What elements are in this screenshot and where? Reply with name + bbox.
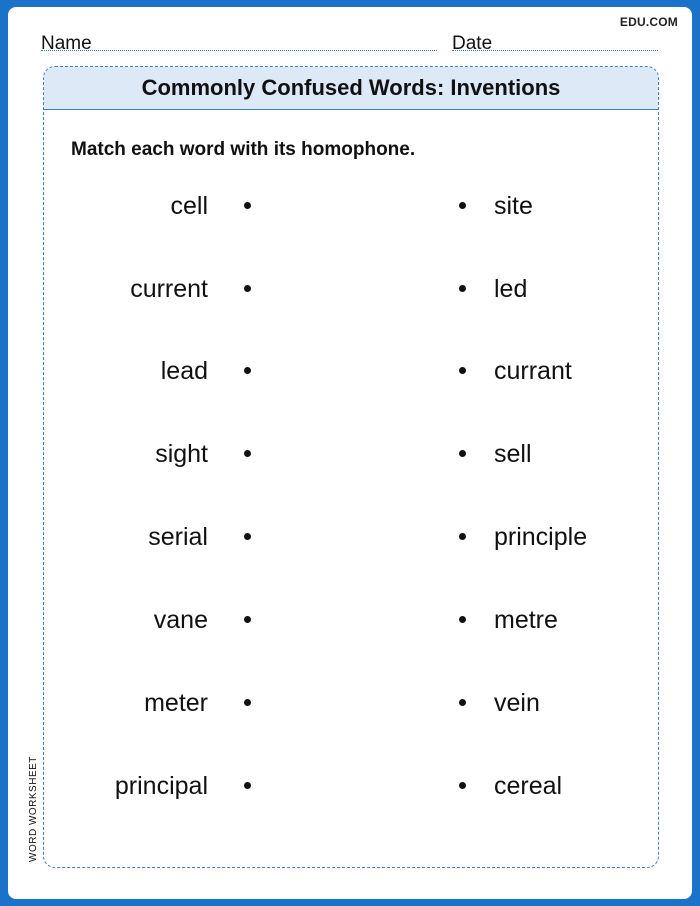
right-word: principle <box>494 523 588 551</box>
match-row <box>44 434 658 474</box>
left-word: lead <box>160 357 208 385</box>
right-word: led <box>494 275 528 303</box>
right-dot[interactable] <box>459 450 466 457</box>
left-word: serial <box>148 523 208 551</box>
left-dot[interactable] <box>244 285 251 292</box>
name-line[interactable] <box>41 50 437 51</box>
right-word: sell <box>494 440 532 468</box>
brand-logo: EDU.COM <box>619 15 678 29</box>
left-word: principal <box>114 772 208 800</box>
left-dot[interactable] <box>244 533 251 540</box>
right-dot[interactable] <box>459 202 466 209</box>
worksheet-page <box>8 7 692 899</box>
right-dot[interactable] <box>459 285 466 292</box>
left-dot[interactable] <box>244 367 251 374</box>
exercise-card <box>43 66 659 868</box>
right-dot[interactable] <box>459 699 466 706</box>
match-row <box>44 683 658 723</box>
left-word: meter <box>144 689 208 717</box>
left-word: current <box>130 275 208 303</box>
left-word: vane <box>153 606 208 634</box>
date-line[interactable] <box>452 50 658 51</box>
right-dot[interactable] <box>459 533 466 540</box>
left-dot[interactable] <box>244 202 251 209</box>
side-label: WORD WORKSHEET <box>28 756 39 862</box>
worksheet-title: Commonly Confused Words: Inventions <box>44 67 658 110</box>
right-word: cereal <box>494 772 563 800</box>
left-dot[interactable] <box>244 616 251 623</box>
instruction-text: Match each word with its homophone. <box>71 139 416 160</box>
right-dot[interactable] <box>459 367 466 374</box>
match-row <box>44 351 658 391</box>
right-word: site <box>494 192 533 220</box>
match-row <box>44 766 658 806</box>
left-word: cell <box>170 192 208 220</box>
match-row <box>44 269 658 309</box>
right-dot[interactable] <box>459 616 466 623</box>
name-label: Name <box>41 33 92 54</box>
date-label: Date <box>452 33 493 54</box>
left-dot[interactable] <box>244 699 251 706</box>
match-row <box>44 186 658 226</box>
right-dot[interactable] <box>459 782 466 789</box>
match-row <box>44 517 658 557</box>
left-dot[interactable] <box>244 450 251 457</box>
right-word: metre <box>494 606 558 634</box>
left-dot[interactable] <box>244 782 251 789</box>
right-word: currant <box>494 357 572 385</box>
right-word: vein <box>494 689 540 717</box>
match-row <box>44 600 658 640</box>
left-word: sight <box>155 440 208 468</box>
